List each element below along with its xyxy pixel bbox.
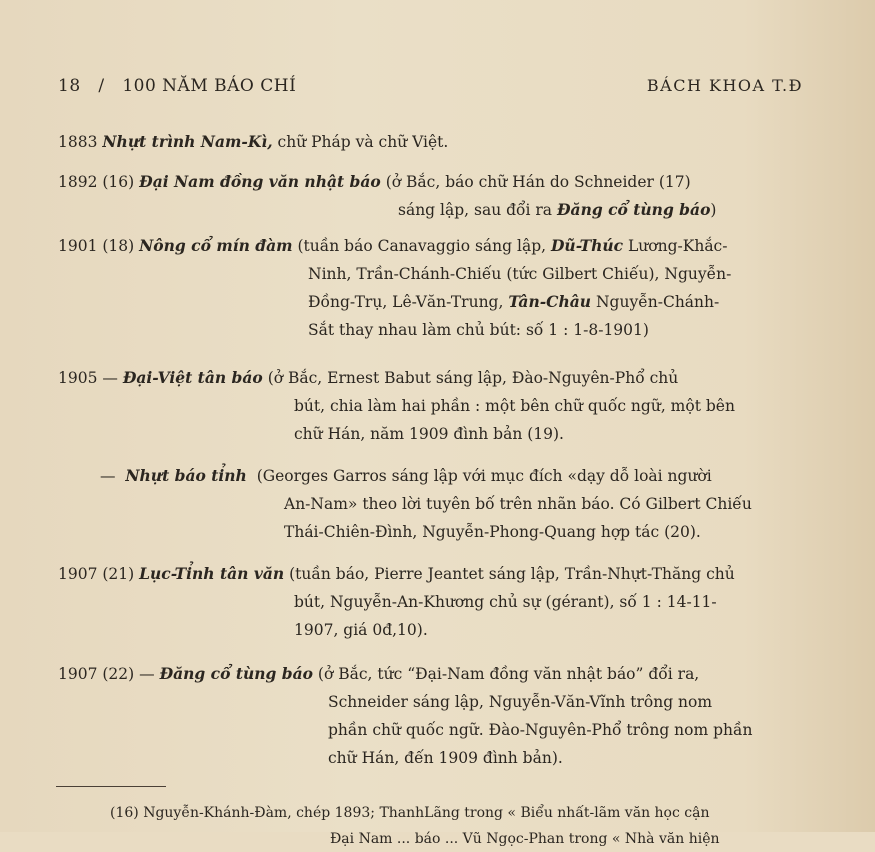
entry-year: 1892 (16)	[58, 173, 135, 191]
entry-year: 1901 (18)	[58, 237, 135, 255]
entry-text: Nguyễn-Chánh-	[591, 293, 720, 311]
entry-1907-21	[58, 560, 818, 644]
entry-text: Đồng-Trụ, Lê-Văn-Trung,	[308, 293, 509, 311]
newspaper-title: Lục-Tỉnh tân văn	[139, 564, 285, 583]
entry-text: chữ Pháp và chữ Việt.	[277, 133, 449, 151]
entry-nhut-bao-tinh	[100, 462, 820, 546]
entry-year: 1907 (22) —	[58, 665, 155, 683]
entry-text: Schneider sáng lập, Nguyễn-Văn-Vĩnh trông nom	[328, 693, 713, 711]
entry-year: 1905 —	[58, 369, 118, 387]
entry-text: Thái-Chiên-Đình, Nguyễn-Phong-Quang hợp tác (20).	[284, 523, 701, 541]
entry-dash: —	[100, 467, 116, 485]
newspaper-title: Nhựt trình Nam-Kì,	[102, 132, 273, 151]
entry-year: 1907 (21)	[58, 565, 135, 583]
entry-text: chữ Hán, đến 1909 đình bản).	[328, 749, 563, 767]
entry-text: 1907, giá 0đ,10).	[294, 621, 428, 639]
book-title: 100 NĂM BÁO CHÍ	[122, 76, 297, 96]
newspaper-title: Đại-Việt tân báo	[122, 368, 263, 387]
entry-text: sáng lập, sau đổi ra	[398, 201, 557, 219]
entry-text: bút, chia làm hai phần : một bên chữ quốc ngữ, một bên	[294, 397, 735, 415]
entry-year: 1883	[58, 133, 98, 151]
newspaper-title: Đăng cổ tùng báo	[159, 664, 313, 683]
entry-text: An-Nam» theo lời tuyên bố trên nhãn báo. Có Gilbert Chiếu	[284, 495, 752, 513]
entry-text: (ở Bắc, Ernest Babut sáng lập, Đào-Nguyên-Phổ chủ	[267, 369, 679, 387]
entry-text: (ở Bắc, tức “Đại-Nam đồng văn nhật báo” đổi ra,	[317, 665, 700, 683]
entry-text: bút, Nguyễn-An-Khương chủ sự (gérant), số 1 : 14-11-	[294, 593, 717, 611]
footnote	[110, 800, 720, 852]
entry-text: Lương-Khắc-	[623, 237, 728, 255]
entry-text: Sắt thay nhau làm chủ bút: số 1 : 1-8-1901)	[308, 321, 649, 339]
running-head-right: BÁCH KHOA T.Đ	[646, 76, 803, 95]
entry-text: (Georges Garros sáng lập với mục đích «dạy dỗ loài người	[256, 467, 712, 485]
page-number: 18	[58, 76, 81, 96]
footnote-line: Đại Nam ... báo ... Vũ Ngọc-Phan trong « Nhà văn hiện	[330, 831, 720, 847]
entry-1883	[58, 128, 448, 156]
entry-text: (tuần báo Canavaggio sáng lập,	[297, 237, 551, 255]
entry-text: (tuần báo, Pierre Jeantet sáng lập, Trần-Nhựt-Thăng chủ	[289, 565, 735, 583]
pen-name: Tân-Châu	[508, 292, 592, 311]
entry-text: phần chữ quốc ngữ. Đào-Nguyên-Phổ trông nom phần	[328, 721, 753, 739]
entry-1901	[58, 232, 818, 344]
footnote-rule	[56, 786, 166, 787]
entry-1905	[58, 364, 818, 448]
running-head-left	[58, 76, 296, 96]
header-separator: /	[98, 76, 105, 96]
footnote-line: (16) Nguyễn-Khánh-Đàm, chép 1893; ThanhLãng trong « Biểu nhất-lãm văn học cận	[110, 805, 710, 821]
entry-1892	[58, 168, 818, 224]
newspaper-title: Đại Nam đồng văn nhật báo	[139, 172, 381, 191]
entry-text: chữ Hán, năm 1909 đình bản (19).	[294, 425, 564, 443]
pen-name: Dũ-Thúc	[550, 236, 624, 255]
entry-1907-22	[58, 660, 818, 772]
entry-text: (ở Bắc, báo chữ Hán do Schneider (17)	[385, 173, 691, 191]
newspaper-title: Nhựt báo tỉnh	[125, 466, 247, 485]
entry-text: Ninh, Trần-Chánh-Chiếu (tức Gilbert Chiếu), Nguyễn-	[308, 265, 732, 283]
entry-text: )	[710, 201, 717, 219]
newspaper-title: Nông cổ mín đàm	[139, 236, 293, 255]
newspaper-title: Đăng cổ tùng báo	[556, 200, 711, 219]
